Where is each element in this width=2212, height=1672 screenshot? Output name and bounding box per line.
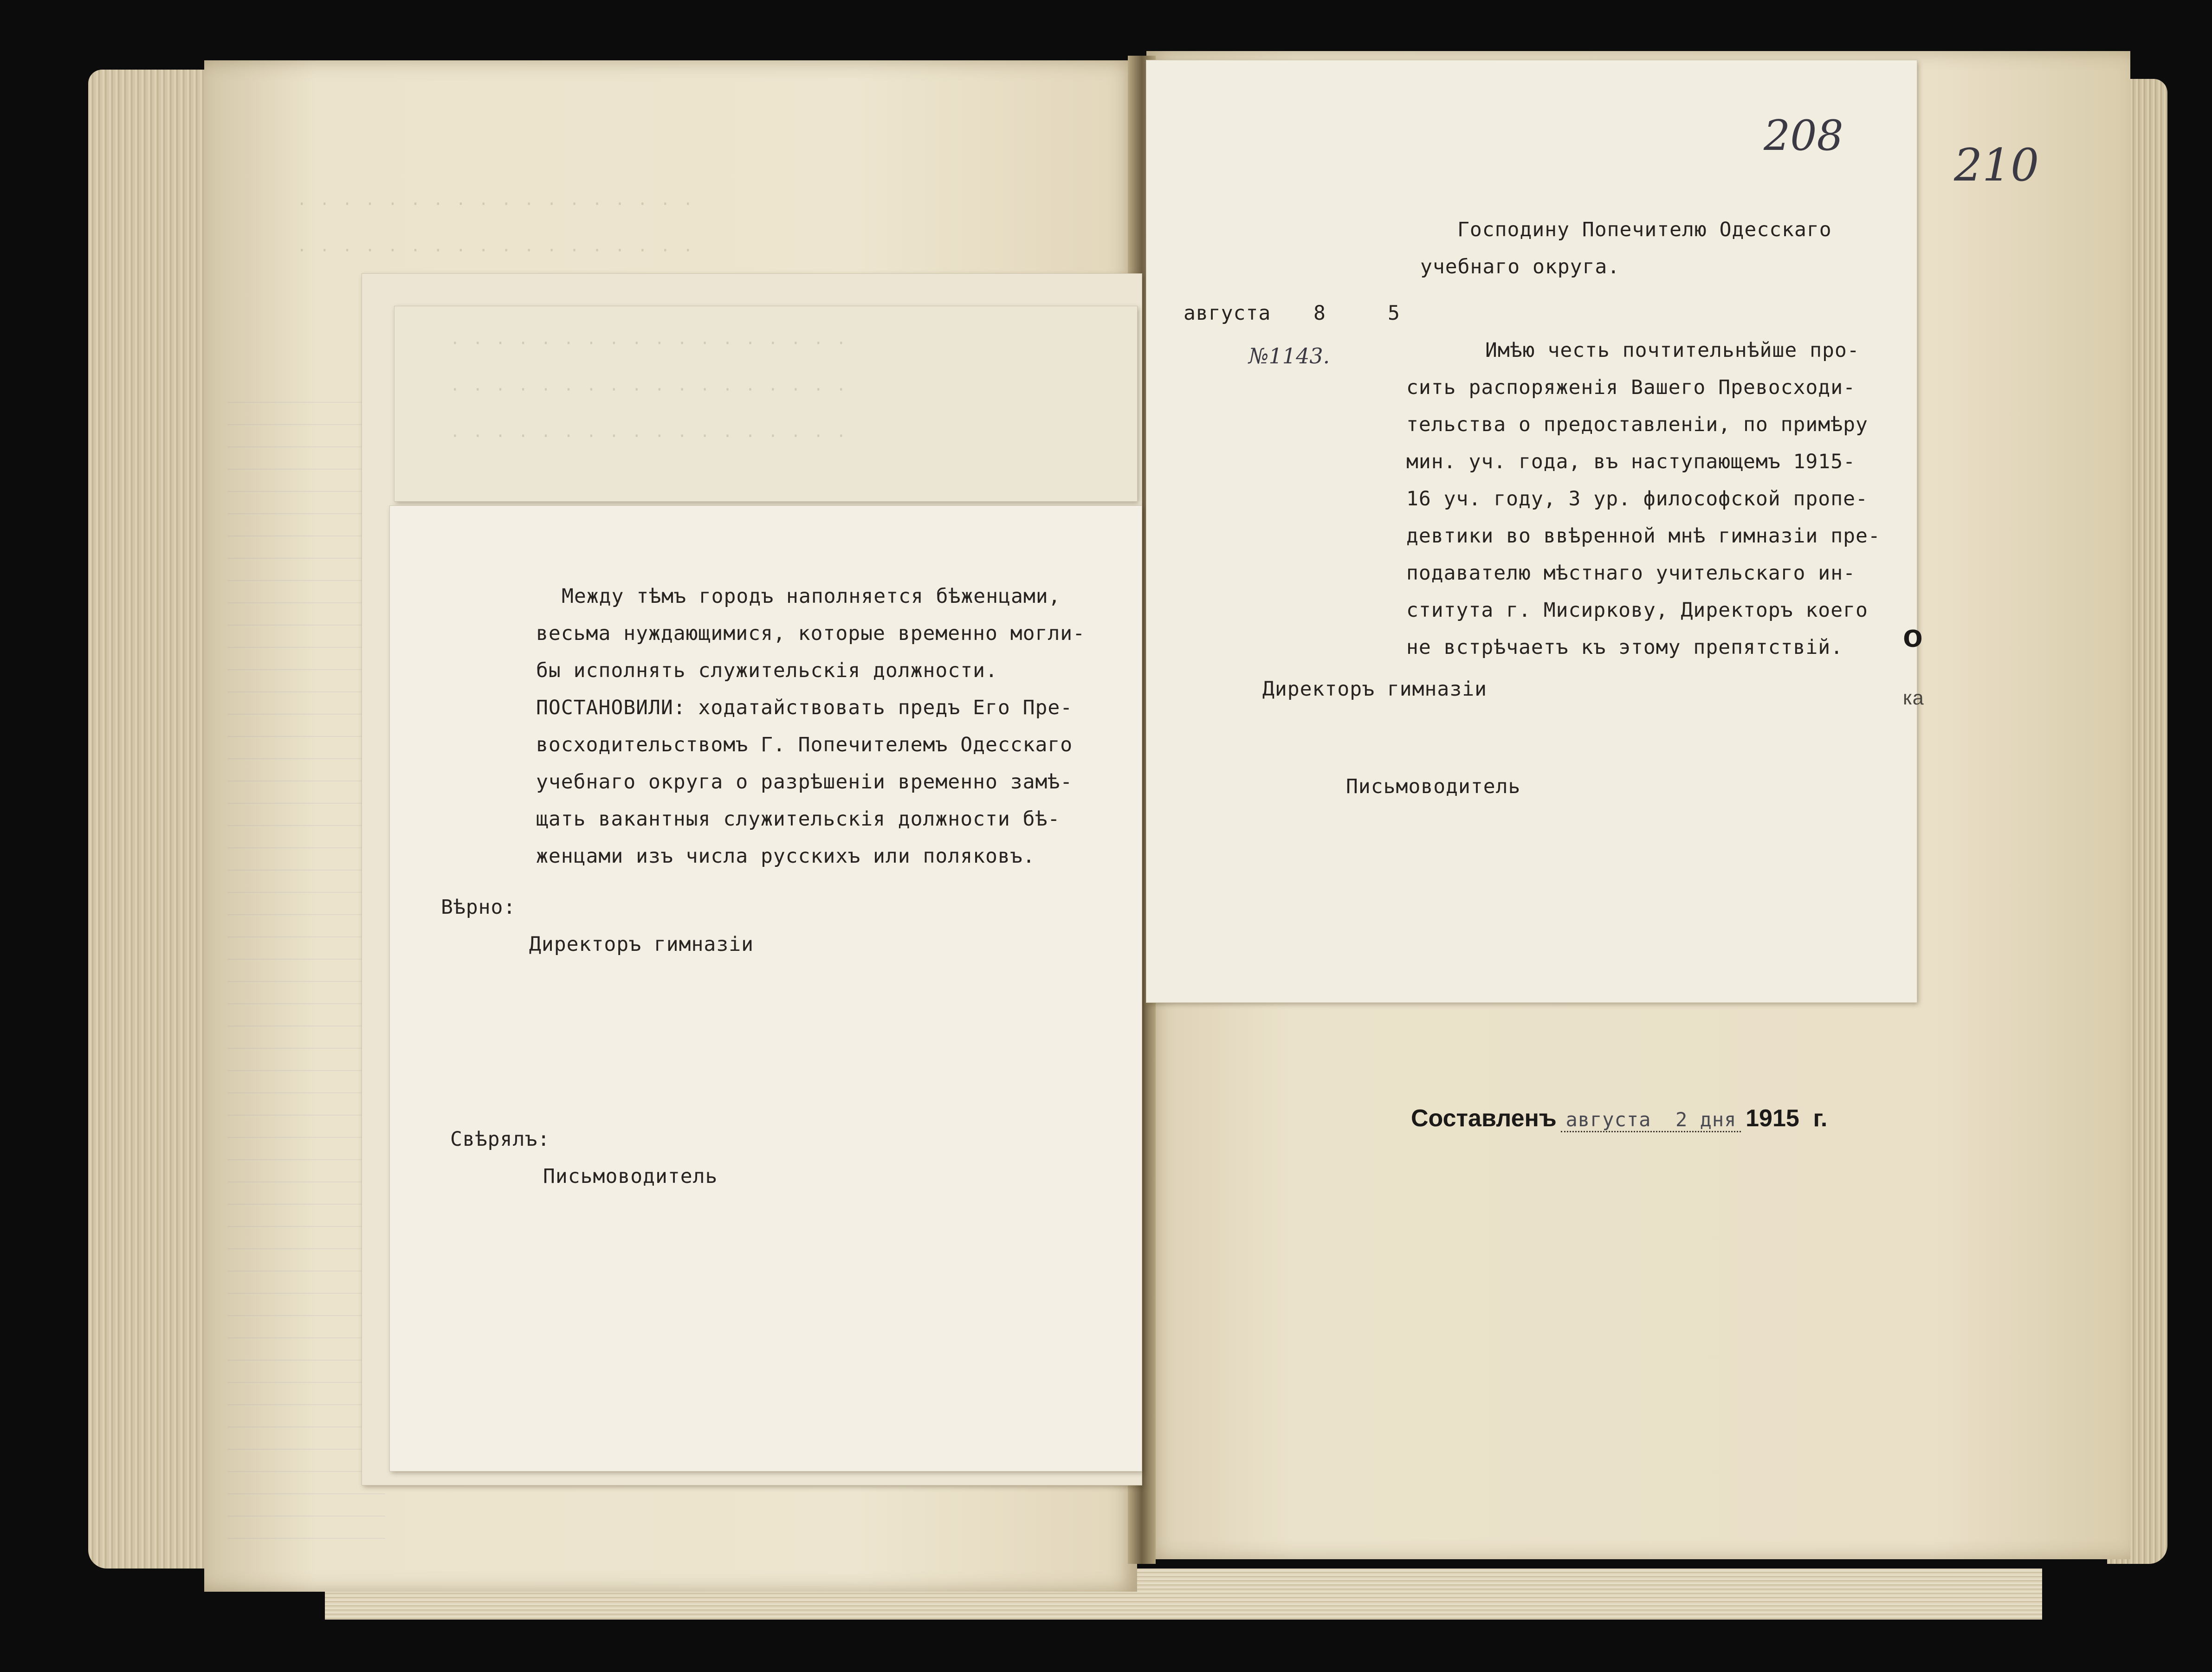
body-line: мин. уч. года, въ наступающемъ 1915- bbox=[1406, 450, 1856, 473]
ruled-lines bbox=[227, 381, 385, 1541]
body-line: ститута г. Мисиркову, Директоръ коего bbox=[1406, 599, 1868, 622]
edge-fragment: ка bbox=[1903, 687, 1924, 709]
body-line: подавателю мѣстнаго учительскаго ин- bbox=[1406, 562, 1856, 585]
faint-text: · · · · · · · · · · · · · · · · · · bbox=[450, 427, 848, 445]
verno-label: Вѣрно: bbox=[441, 896, 516, 919]
paragraph-line: щать вакантныя служительскія должности бѣ- bbox=[536, 807, 1061, 831]
body-line: Имѣю честь почтительнѣйше про- bbox=[1485, 339, 1860, 362]
director-label: Директоръ гимназіи bbox=[529, 933, 754, 956]
compiled-line bbox=[1411, 1104, 1827, 1132]
outgoing-number: №1143. bbox=[1248, 343, 1330, 368]
paragraph-line: весьма нуждающимися, которые временно могли- bbox=[536, 622, 1086, 645]
bleed-through-text: · · · · · · · · · · · · · · · · · · bbox=[297, 195, 695, 213]
addressee-line: Господину Попечителю Одесскаго bbox=[1457, 218, 1832, 241]
edge-letter: о bbox=[1903, 618, 1923, 654]
body-line: 16 уч. году, 3 ур. философской пропе- bbox=[1406, 487, 1868, 510]
body-line: тельства о предоставленіи, по примѣру bbox=[1406, 413, 1868, 436]
date-year-digit: 5 bbox=[1388, 302, 1400, 325]
left-page-edges bbox=[88, 70, 218, 1569]
compiled-date: августа 2 дня bbox=[1561, 1108, 1741, 1132]
paragraph-line: восходительствомъ Г. Попечителемъ Одесскаго bbox=[536, 733, 1073, 756]
body-line: не встрѣчаетъ къ этому препятствій. bbox=[1406, 636, 1843, 659]
date-day: 8 bbox=[1313, 302, 1326, 325]
compiled-prefix: Составленъ bbox=[1411, 1105, 1557, 1132]
sveryal-label: Свѣрялъ: bbox=[450, 1128, 550, 1151]
faint-text: · · · · · · · · · · · · · · · · · · bbox=[450, 381, 848, 399]
bleed-through-text: · · · · · · · · · · · · · · · · · · bbox=[297, 241, 695, 260]
compiled-year: 1915 bbox=[1746, 1105, 1799, 1132]
left-typed-sheet bbox=[390, 506, 1142, 1471]
faint-text: · · · · · · · · · · · · · · · · · · bbox=[450, 334, 848, 353]
date-month: августа bbox=[1184, 302, 1271, 325]
clerk-label: Письмоводитель bbox=[1346, 775, 1521, 798]
body-line: девтики во ввѣренной мнѣ гимназіи пре- bbox=[1406, 524, 1881, 548]
body-line: сить распоряженія Вашего Превосходи- bbox=[1406, 376, 1856, 399]
paragraph-line: Между тѣмъ городъ наполняется бѣженцами, bbox=[562, 585, 1061, 608]
compiled-suffix: г. bbox=[1813, 1105, 1828, 1132]
director-label: Директоръ гимназіи bbox=[1262, 678, 1487, 701]
right-typed-letter bbox=[1146, 60, 1917, 1002]
handwritten-page-number: 210 bbox=[1954, 139, 2039, 191]
paragraph-line: бы исполнять служительскія должности. bbox=[536, 659, 998, 682]
paragraph-line: женцами изъ числа русскихъ или поляковъ. bbox=[536, 845, 1035, 868]
handwritten-page-number: 208 bbox=[1764, 111, 1843, 160]
paragraph-line: учебнаго округа о разрѣшеніи временно замѣ- bbox=[536, 770, 1073, 794]
clerk-label: Письмоводитель bbox=[543, 1165, 718, 1188]
paragraph-line: ПОСТАНОВИЛИ: ходатайствовать предъ Его Пре- bbox=[536, 696, 1073, 719]
attached-sheet-strip bbox=[395, 306, 1137, 501]
addressee-line: учебнаго округа. bbox=[1420, 255, 1620, 278]
